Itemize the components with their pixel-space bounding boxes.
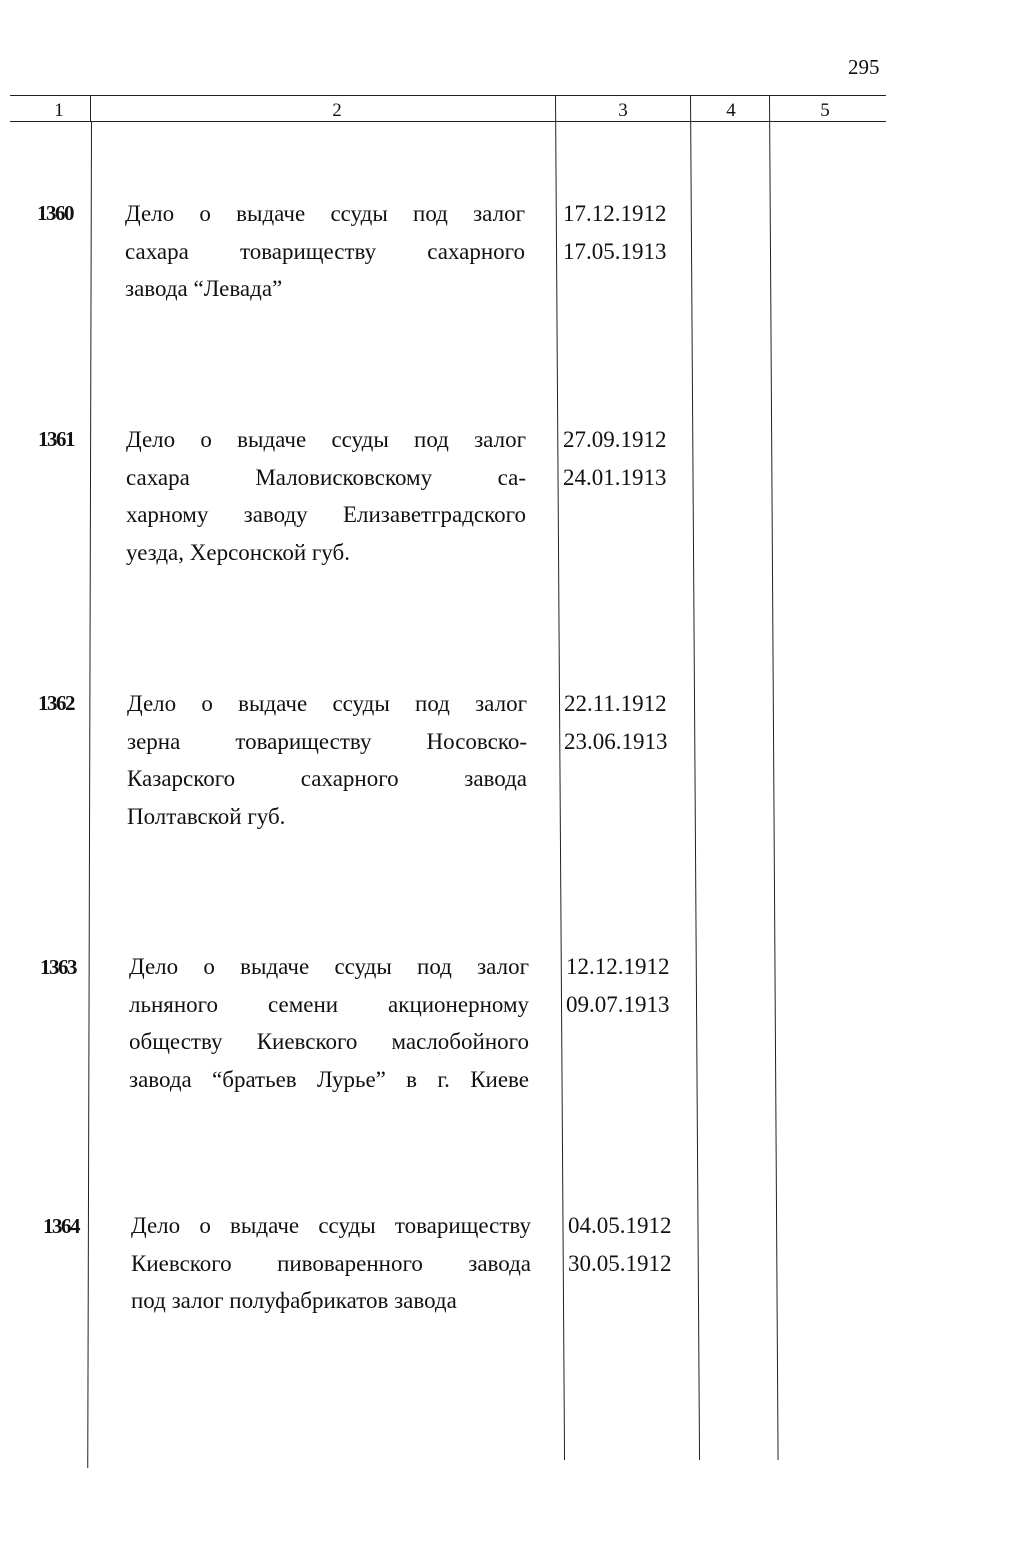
row-description xyxy=(126,421,526,571)
description-line: сахара Маловисковскому са- xyxy=(126,464,526,490)
row-description xyxy=(131,1207,531,1320)
date-start: 17.12.1912 xyxy=(563,201,667,226)
column-divider-1 xyxy=(90,96,91,121)
row-dates xyxy=(564,685,668,760)
column-header-5: 5 xyxy=(820,100,830,121)
column-header-2: 2 xyxy=(332,100,342,121)
date-end: 09.07.1913 xyxy=(566,991,670,1017)
row-number: 1363 xyxy=(40,955,76,979)
date-start: 12.12.1912 xyxy=(566,954,670,979)
row-number: 1361 xyxy=(38,427,74,451)
table-top-rule xyxy=(10,95,886,96)
date-end: 23.06.1913 xyxy=(564,728,668,754)
row-number: 1360 xyxy=(37,201,73,225)
row-number: 1364 xyxy=(43,1214,79,1238)
row-dates xyxy=(568,1207,672,1282)
description-line: льняного семени акционерному xyxy=(129,991,529,1017)
row-dates xyxy=(563,195,667,270)
description-line: завода “братьев Лурье” в г. Киеве xyxy=(129,1066,529,1092)
row-number: 1362 xyxy=(38,691,74,715)
description-line: под залог полуфабрикатов завода xyxy=(131,1288,457,1313)
description-line: Дело о выдаче ссуды под залог xyxy=(129,954,529,979)
date-end: 24.01.1913 xyxy=(563,464,667,490)
column-divider-4 xyxy=(769,96,779,1460)
description-line: Полтавской губ. xyxy=(127,803,286,829)
description-line: Дело о выдаче ссуды под залог xyxy=(125,201,525,226)
column-divider-3 xyxy=(690,96,700,1460)
column-header-1: 1 xyxy=(54,100,64,121)
date-end: 30.05.1912 xyxy=(568,1250,672,1276)
description-line: Дело о выдаче ссуды товариществу xyxy=(131,1213,531,1238)
description-line: зерна товариществу Носовско- xyxy=(127,728,527,754)
description-line: Казарского сахарного завода xyxy=(127,766,527,791)
description-line: Дело о выдаче ссуды под залог xyxy=(127,691,527,716)
row-description xyxy=(127,685,527,835)
column-divider-1-body xyxy=(87,121,92,1468)
column-divider-2 xyxy=(555,96,565,1460)
table-header-rule xyxy=(10,121,886,122)
description-line: завода “Левада” xyxy=(125,276,283,301)
row-dates xyxy=(566,948,670,1023)
description-line: Киевского пивоваренного завода xyxy=(131,1250,531,1276)
date-end: 17.05.1913 xyxy=(563,238,667,264)
description-line: харному заводу Елизаветградского xyxy=(126,502,526,527)
date-start: 27.09.1912 xyxy=(563,427,667,452)
row-description xyxy=(125,195,525,308)
date-start: 22.11.1912 xyxy=(564,691,667,716)
page-number: 295 xyxy=(848,55,880,79)
description-line: уезда, Херсонской губ. xyxy=(126,539,350,565)
description-line: сахара товариществу сахарного xyxy=(125,238,525,264)
column-header-4: 4 xyxy=(726,100,736,121)
description-line: обществу Киевского маслобойного xyxy=(129,1029,529,1054)
description-line: Дело о выдаче ссуды под залог xyxy=(126,427,526,452)
column-header-3: 3 xyxy=(618,100,628,121)
row-description xyxy=(129,948,529,1098)
row-dates xyxy=(563,421,667,496)
date-start: 04.05.1912 xyxy=(568,1213,672,1238)
